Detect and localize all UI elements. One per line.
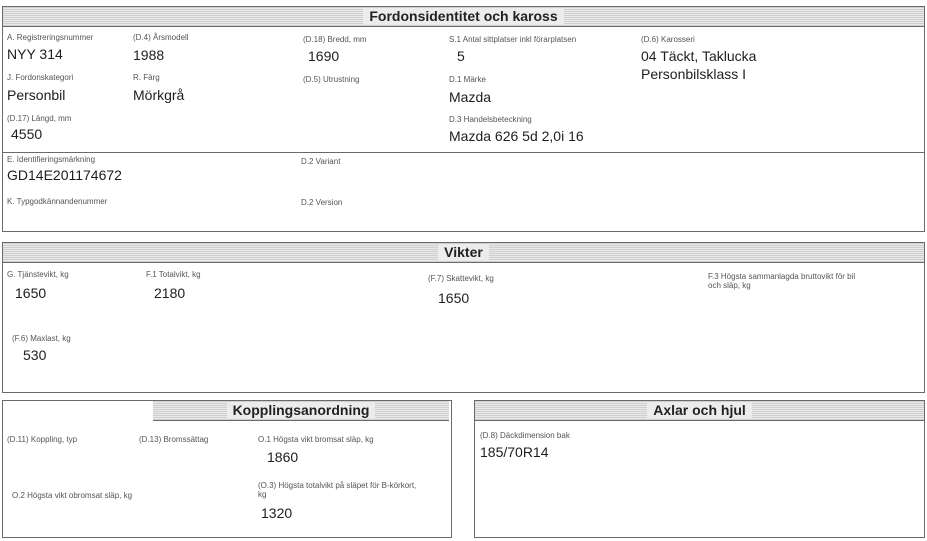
total-weight-label: F.1 Totalvikt, kg [146, 270, 201, 279]
category-label: J. Fordonskategori [7, 73, 74, 82]
coupling-title: Kopplingsanordning [227, 402, 376, 418]
trade-label: D.3 Handelsbeteckning [449, 115, 532, 124]
maxload-label: (F.6) Maxlast, kg [12, 334, 71, 343]
color-label: R. Färg [133, 73, 160, 82]
model-year-value: 1988 [133, 47, 165, 63]
body-value-2: Personbilsklass I [641, 66, 747, 82]
make-value: Mazda [449, 89, 492, 105]
trade-value: Mazda 626 5d 2,0i 16 [449, 128, 584, 144]
ident-label: E. Identifieringsmärkning [7, 155, 96, 164]
color-value: Mörkgrå [133, 87, 185, 103]
identity-divider [3, 152, 924, 153]
weights-title: Vikter [438, 244, 489, 260]
tax-weight-value: 1650 [438, 290, 470, 306]
version-label: D.2 Version [301, 198, 343, 207]
width-label: (D.18) Bredd, mm [303, 35, 367, 44]
variant-label: D.2 Variant [301, 157, 341, 166]
tyre-value: 185/70R14 [480, 444, 549, 460]
weights-section [2, 242, 925, 393]
service-weight-label: G. Tjänstevikt, kg [7, 270, 69, 279]
equipment-label: (D.5) Utrustning [303, 75, 360, 84]
reg-label: A. Registreringsnummer [7, 33, 94, 42]
ident-value: GD14E201174672 [7, 167, 122, 183]
braked-trailer-value: 1860 [267, 449, 299, 465]
model-year-label: (D.4) Årsmodell [133, 33, 189, 42]
length-value: 4550 [11, 126, 43, 142]
typecert-label: K. Typgodkännandenummer [7, 197, 108, 206]
make-label: D.1 Märke [449, 75, 486, 84]
length-label: (D.17) Längd, mm [7, 114, 72, 123]
coupling-header [153, 401, 449, 421]
brake-label: (D.13) Bromssättag [139, 435, 209, 444]
axles-header [475, 401, 924, 421]
maxload-value: 530 [23, 347, 47, 363]
coupling-section [2, 400, 452, 538]
tyre-label: (D.8) Däckdimension bak [480, 431, 570, 440]
b-licence-value: 1320 [261, 505, 293, 521]
tax-weight-label: (F.7) Skattevikt, kg [428, 274, 494, 283]
weights-header [3, 243, 924, 263]
seats-label: S.1 Antal sittplatser inkl förarplatsen [449, 35, 577, 44]
category-value: Personbil [7, 87, 66, 103]
seats-value: 5 [457, 48, 465, 64]
axles-section [474, 400, 925, 538]
body-value-1: 04 Täckt, Taklucka [641, 48, 757, 64]
identity-section [2, 6, 925, 232]
identity-header [3, 7, 924, 27]
axles-title: Axlar och hjul [647, 402, 752, 418]
width-value: 1690 [308, 48, 340, 64]
identity-title: Fordonsidentitet och kaross [363, 8, 563, 24]
total-weight-value: 2180 [154, 285, 186, 301]
gross-weight-label: F.3 Högsta sammanlagda bruttovikt för bil och släp, kg [708, 272, 856, 290]
unbraked-trailer-label: O.2 Högsta vikt obromsat släp, kg [12, 491, 133, 500]
b-licence-label: (O.3) Högsta totalvikt på släpet för B-körkort, kg [258, 481, 417, 499]
body-label: (D.6) Karosseri [641, 35, 695, 44]
braked-trailer-label: O.1 Högsta vikt bromsat släp, kg [258, 435, 374, 444]
reg-value: NYY 314 [7, 46, 63, 62]
coupling-type-label: (D.11) Koppling, typ [7, 435, 78, 444]
service-weight-value: 1650 [15, 285, 47, 301]
